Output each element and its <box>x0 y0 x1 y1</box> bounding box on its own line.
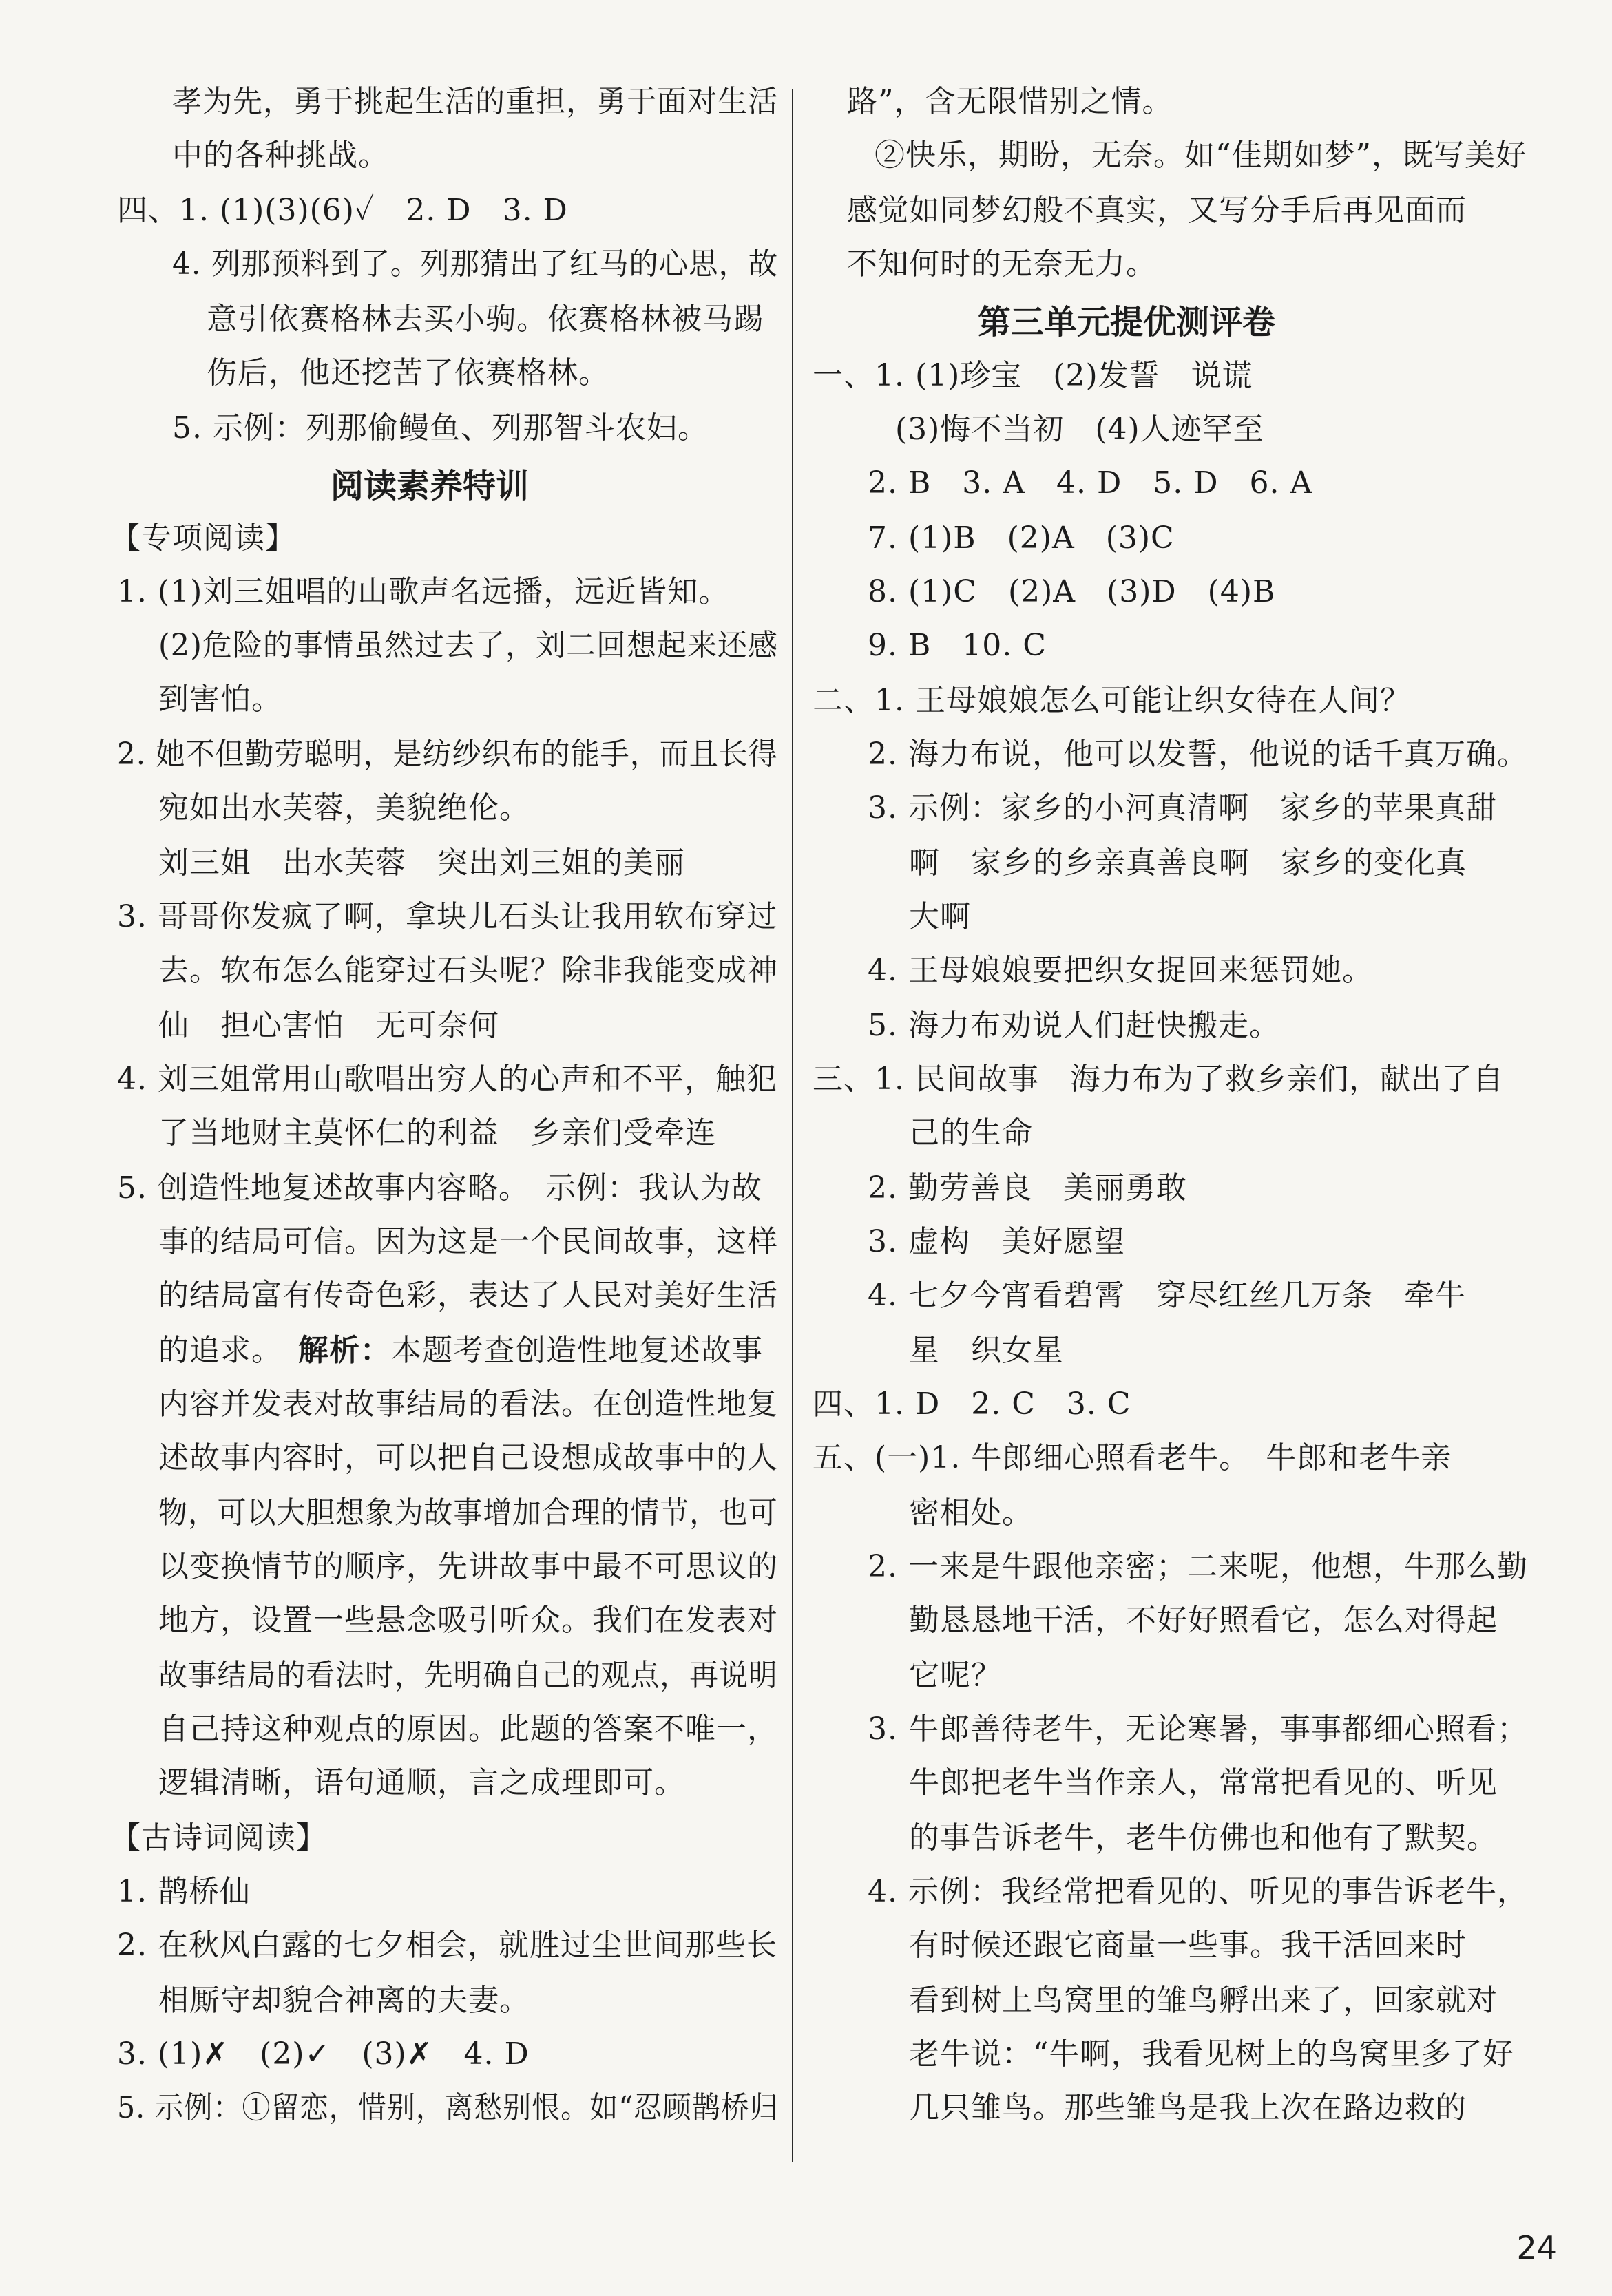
text-line: 7. (1)B (2)A (3)C <box>868 520 1175 556</box>
text-line: 的结局富有传奇色彩，表达了人民对美好生活 <box>158 1278 778 1313</box>
text-line: 一、1. (1)珍宝 (2)发誓 说谎 <box>813 358 1253 393</box>
text-line: 故事结局的看法时，先明确自己的观点，再说明 <box>158 1658 778 1693</box>
text-line: 2. B 3. A 4. D 5. D 6. A <box>868 465 1313 501</box>
text-line: 4. 示例：我经常把看见的、听见的事告诉老牛， <box>868 1874 1528 1909</box>
section-label: 【专项阅读】 <box>110 520 296 556</box>
section-heading: 阅读素养特训 <box>331 467 530 505</box>
text-line: 到害怕。 <box>158 682 282 717</box>
text-line: 刘三姐 出水芙蓉 突出刘三姐的美丽 <box>158 845 685 881</box>
text-line: 感觉如同梦幻般不真实，又写分手后再见面而 <box>847 193 1467 228</box>
text-line: 了当地财主莫怀仁的利益 乡亲们受牵连 <box>158 1115 716 1150</box>
text-line: 啊 家乡的乡亲真善良啊 家乡的变化真 <box>909 845 1467 881</box>
text-line: 以变换情节的顺序，先讲故事中最不可思议的 <box>158 1549 778 1584</box>
text-line: (2)危险的事情虽然过去了，刘二回想起来还感 <box>158 628 779 663</box>
section-label: 【古诗词阅读】 <box>110 1820 327 1855</box>
text-line: 它呢？ <box>909 1658 1002 1693</box>
text-line: 路”，含无限惜别之情。 <box>847 84 1173 119</box>
text-line: 老牛说：“牛啊，我看见树上的鸟窝里多了好 <box>909 2036 1514 2072</box>
text-fragment: 的追求。 <box>158 1333 298 1368</box>
text-line: 1. 鹊桥仙 <box>117 1874 251 1909</box>
text-line: 有时候还跟它商量一些事。我干活回来时 <box>909 1928 1467 1963</box>
page-number: 24 <box>1516 2229 1557 2266</box>
text-line: 2. 勤劳善良 美丽勇敢 <box>868 1170 1187 1205</box>
text-line: 意引依赛格林去买小驹。依赛格林被马踢 <box>207 302 764 337</box>
text-line: 3. 虚构 美好愿望 <box>868 1224 1125 1259</box>
text-fragment: 本题考查创造性地复述故事 <box>391 1333 763 1368</box>
text-line: 4. 王母娘娘要把织女捉回来惩罚她。 <box>868 953 1373 988</box>
text-line: 看到树上鸟窝里的雏鸟孵出来了，回家就对 <box>909 1983 1498 2018</box>
text-line: 五、(一)1. 牛郎细心照看老牛。 牛郎和老牛亲 <box>813 1440 1452 1475</box>
text-line: 伤后，他还挖苦了依赛格林。 <box>207 355 609 390</box>
text-line: 5. 示例：列那偷鳗鱼、列那智斗农妇。 <box>172 410 709 445</box>
text-line: 3. (1)✗ (2)✓ (3)✗ 4. D <box>117 2036 530 2072</box>
column-divider <box>792 89 793 2162</box>
text-line: 大啊 <box>909 899 971 934</box>
text-line: 4. 列那预料到了。列那猜出了红马的心思，故 <box>172 246 779 282</box>
text-line: 5. 海力布劝说人们赶快搬走。 <box>868 1008 1280 1043</box>
text-line: 5. 创造性地复述故事内容略。 示例：我认为故 <box>117 1170 762 1205</box>
text-line: 2. 她不但勤劳聪明，是纺纱织布的能手，而且长得 <box>117 737 778 772</box>
text-line: 四、1. (1)(3)(6)✓ 2. D 3. D <box>117 193 568 228</box>
text-line: 3. 哥哥你发疯了啊，拿块儿石头让我用软布穿过 <box>117 899 777 934</box>
text-line: 内容并发表对故事结局的看法。在创造性地复 <box>158 1387 778 1422</box>
text-line: 述故事内容时，可以把自己设想成故事中的人 <box>158 1440 778 1475</box>
text-line <box>158 1330 763 1371</box>
text-line: 二、1. 王母娘娘怎么可能让织女待在人间？ <box>813 683 1411 718</box>
text-line: 4. 刘三姐常用山歌唱出穷人的心声和不平，触犯 <box>117 1062 777 1097</box>
text-line: 不知何时的无奈无力。 <box>847 246 1157 282</box>
text-line: 自己持这种观点的原因。此题的答案不唯一， <box>158 1712 778 1747</box>
text-line: 9. B 10. C <box>868 628 1047 663</box>
text-line: 2. 海力布说，他可以发誓，他说的话千真万确。 <box>868 737 1528 772</box>
text-line: 三、1. 民间故事 海力布为了救乡亲们，献出了自 <box>813 1062 1504 1097</box>
text-line: 星 织女星 <box>909 1333 1064 1368</box>
analysis-label: 解析： <box>298 1333 391 1368</box>
text-line: 牛郎把老牛当作亲人，常常把看见的、听见 <box>909 1765 1498 1800</box>
text-line: 宛如出水芙蓉，美貌绝伦。 <box>158 790 530 825</box>
text-line: 1. (1)刘三姐唱的山歌声名远播，远近皆知。 <box>117 574 730 609</box>
text-line: 8. (1)C (2)A (3)D (4)B <box>868 574 1276 609</box>
text-line: 3. 示例：家乡的小河真清啊 家乡的苹果真甜 <box>868 790 1497 825</box>
text-line: 去。软布怎么能穿过石头呢？除非我能变成神 <box>158 953 778 988</box>
text-line: ②快乐，期盼，无奈。如“佳期如梦”，既写美好 <box>875 138 1527 173</box>
text-line: 中的各种挑战。 <box>172 138 389 173</box>
text-line: 己的生命 <box>909 1115 1033 1150</box>
text-line: 相厮守却貌合神离的夫妻。 <box>158 1983 530 2018</box>
text-line: 事的结局可信。因为这是一个民间故事，这样 <box>158 1224 778 1259</box>
text-line: 密相处。 <box>909 1495 1033 1530</box>
text-line: 几只雏鸟。那些雏鸟是我上次在路边救的 <box>909 2090 1467 2125</box>
text-line: 逻辑清晰，语句通顺，言之成理即可。 <box>158 1765 685 1800</box>
text-line: 仙 担心害怕 无可奈何 <box>158 1008 499 1043</box>
text-line: 5. 示例：①留恋，惜别，离愁别恨。如“忍顾鹊桥归 <box>117 2090 779 2125</box>
text-line: 2. 在秋风白露的七夕相会，就胜过尘世间那些长 <box>117 1928 777 1963</box>
text-line: 孝为先，勇于挑起生活的重担，勇于面对生活 <box>172 84 779 119</box>
text-line: 四、1. D 2. C 3. C <box>813 1387 1131 1422</box>
text-line: 勤恳恳地干活，不好好照看它，怎么对得起 <box>909 1603 1498 1638</box>
text-line: 2. 一来是牛跟他亲密；二来呢，他想，牛那么勤 <box>868 1549 1528 1584</box>
text-line: 的事告诉老牛，老牛仿佛也和他有了默契。 <box>909 1820 1498 1855</box>
text-line: 4. 七夕今宵看碧霄 穿尽红丝几万条 牵牛 <box>868 1278 1466 1313</box>
text-line: 地方，设置一些悬念吸引听众。我们在发表对 <box>158 1603 778 1638</box>
text-line: 3. 牛郎善待老牛，无论寒暑，事事都细心照看； <box>868 1712 1528 1747</box>
section-heading: 第三单元提优测评卷 <box>978 303 1276 341</box>
text-line: (3)悔不当初 (4)人迹罕至 <box>895 412 1264 447</box>
text-line: 物，可以大胆想象为故事增加合理的情节，也可 <box>158 1495 778 1530</box>
